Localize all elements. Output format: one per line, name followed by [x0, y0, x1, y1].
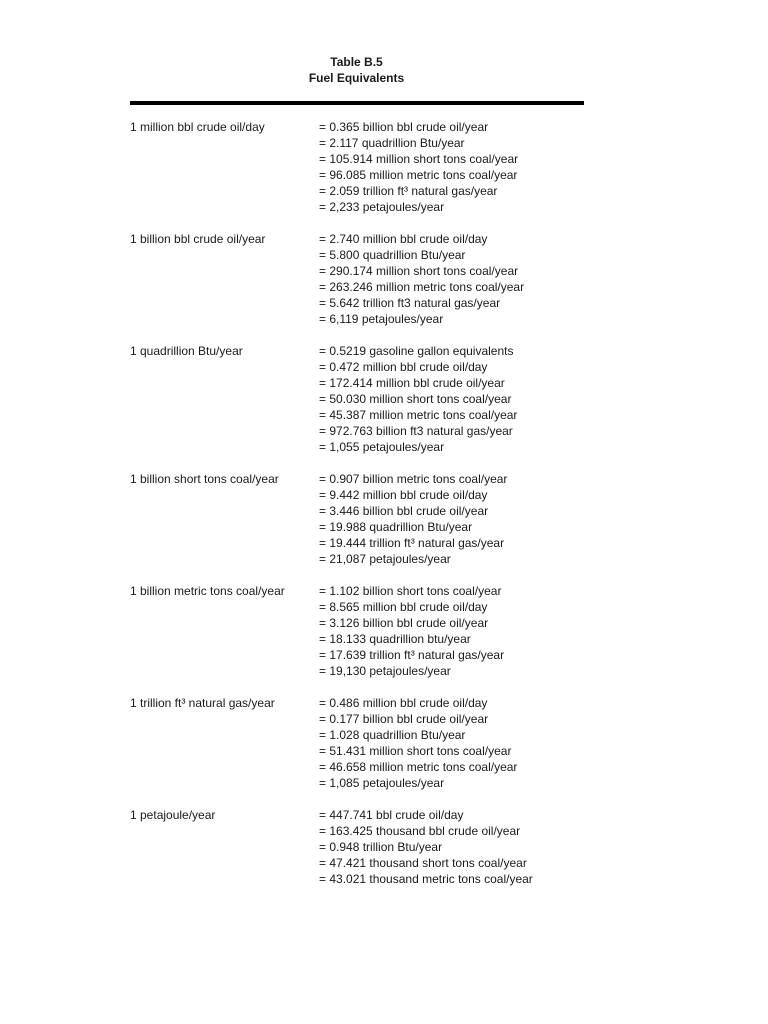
entry-value: = 19,130 petajoules/year — [319, 664, 451, 678]
entry-value: = 2.117 quadrillion Btu/year — [319, 136, 465, 150]
entry-value: = 0.177 billion bbl crude oil/year — [319, 712, 489, 726]
conversion-entry — [130, 343, 600, 455]
entry-value: = 19.988 quadrillion Btu/year — [319, 520, 473, 534]
entry-value: = 0.5219 gasoline gallon equivalents — [319, 344, 514, 358]
entry-label: 1 billion metric tons coal/year — [130, 584, 285, 598]
entry-label: 1 quadrillion Btu/year — [130, 344, 243, 358]
entry-value: = 5.642 trillion ft3 natural gas/year — [319, 296, 501, 310]
entry-value: = 96.085 million metric tons coal/year — [319, 168, 518, 182]
entry-value: = 972.763 billion ft3 natural gas/year — [319, 424, 513, 438]
entry-label: 1 million bbl crude oil/day — [130, 120, 265, 134]
header-rule — [130, 101, 584, 105]
entry-value: = 290.174 million short tons coal/year — [319, 264, 519, 278]
table-subtitle: Fuel Equivalents — [308, 71, 405, 85]
entry-value: = 6,119 petajoules/year — [319, 312, 444, 326]
entry-value: = 2,233 petajoules/year — [319, 200, 445, 214]
entry-values — [319, 695, 600, 791]
entry-value: = 263.246 million metric tons coal/year — [319, 280, 525, 294]
entry-value: = 1,055 petajoules/year — [319, 440, 445, 454]
conversion-entry — [130, 119, 600, 215]
entry-label: 1 billion short tons coal/year — [130, 472, 279, 486]
entry-value: = 50.030 million short tons coal/year — [319, 392, 512, 406]
entry-values — [319, 231, 600, 327]
entry-value: = 5.800 quadrillion Btu/year — [319, 248, 466, 262]
conversion-entry — [130, 471, 600, 567]
entry-value: = 0.365 billion bbl crude oil/year — [319, 120, 489, 134]
entry-value: = 2.740 million bbl crude oil/day — [319, 232, 488, 246]
conversion-entry — [130, 583, 600, 679]
entry-label: 1 petajoule/year — [130, 808, 216, 822]
entry-value: = 17.639 trillion ft³ natural gas/year — [319, 648, 505, 662]
entry-value: = 9.442 million bbl crude oil/day — [319, 488, 488, 502]
entry-value: = 172.414 million bbl crude oil/year — [319, 376, 505, 390]
entry-value: = 1.028 quadrillion Btu/year — [319, 728, 466, 742]
entry-value: = 18.133 quadrillion btu/year — [319, 632, 471, 646]
entry-values — [319, 343, 600, 455]
table-title: Table B.5 — [330, 55, 383, 69]
conversion-table — [130, 119, 600, 903]
conversion-entry — [130, 695, 600, 791]
entry-value: = 43.021 thousand metric tons coal/year — [319, 872, 533, 886]
entry-value: = 3.126 billion bbl crude oil/year — [319, 616, 489, 630]
entry-values — [319, 471, 600, 567]
entry-value: = 45.387 million metric tons coal/year — [319, 408, 518, 422]
entry-label: 1 trillion ft³ natural gas/year — [130, 696, 275, 710]
entry-values — [319, 807, 600, 887]
entry-label: 1 billion bbl crude oil/year — [130, 232, 266, 246]
entry-value: = 1.102 billion short tons coal/year — [319, 584, 502, 598]
entry-value: = 0.907 billion metric tons coal/year — [319, 472, 508, 486]
entry-value: = 21,087 petajoules/year — [319, 552, 451, 566]
entry-value: = 447.741 bbl crude oil/day — [319, 808, 464, 822]
entry-value: = 19.444 trillion ft³ natural gas/year — [319, 536, 505, 550]
conversion-entry — [130, 807, 600, 887]
entry-values — [319, 119, 600, 215]
entry-value: = 163.425 thousand bbl crude oil/year — [319, 824, 521, 838]
conversion-entry — [130, 231, 600, 327]
entry-value: = 1,085 petajoules/year — [319, 776, 445, 790]
entry-value: = 0.472 million bbl crude oil/day — [319, 360, 488, 374]
entry-value: = 51.431 million short tons coal/year — [319, 744, 512, 758]
entry-value: = 46.658 million metric tons coal/year — [319, 760, 518, 774]
entry-value: = 0.948 trillion Btu/year — [319, 840, 443, 854]
entry-value: = 3.446 billion bbl crude oil/year — [319, 504, 489, 518]
entry-value: = 105.914 million short tons coal/year — [319, 152, 519, 166]
entry-values — [319, 583, 600, 679]
entry-value: = 2.059 trillion ft³ natural gas/year — [319, 184, 498, 198]
entry-value: = 8.565 million bbl crude oil/day — [319, 600, 488, 614]
entry-value: = 47.421 thousand short tons coal/year — [319, 856, 527, 870]
entry-value: = 0.486 million bbl crude oil/day — [319, 696, 488, 710]
